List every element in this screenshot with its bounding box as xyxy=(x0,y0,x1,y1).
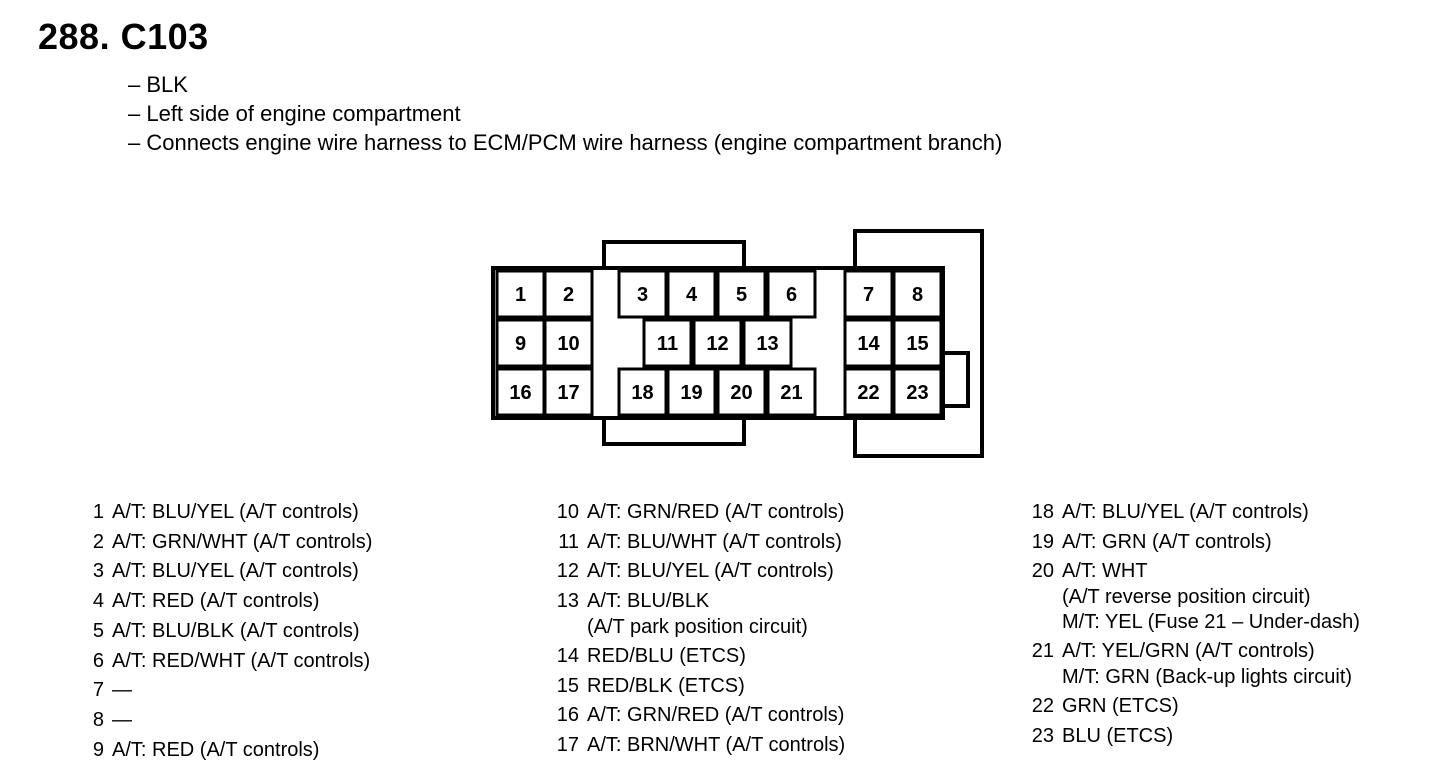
pin-label-1: 1 xyxy=(514,284,527,306)
pin-wire-description: A/T: YEL/GRN (A/T controls) xyxy=(1062,640,1315,663)
pin-entry-2 xyxy=(80,528,372,558)
pin-wire-description: A/T: BLU/WHT (A/T controls) xyxy=(587,530,842,553)
legend-column-2 xyxy=(555,498,845,761)
pin-entry-10 xyxy=(555,498,845,528)
pin-entry-14 xyxy=(555,642,845,672)
pin-wire-description-continued: (A/T reverse position circuit) xyxy=(1062,586,1311,609)
pin-wire-description: A/T: GRN/RED (A/T controls) xyxy=(587,704,845,727)
pin-label-16: 16 xyxy=(509,382,532,404)
pin-number: 21 xyxy=(1031,640,1054,663)
pin-wire-description: RED/BLU (ETCS) xyxy=(587,644,746,667)
pin-number: 13 xyxy=(556,590,579,613)
description-connection: – Connects engine wire harness to ECM/PCM wire harness (engine compartment branch) xyxy=(128,130,1003,155)
pin-number: 23 xyxy=(1031,724,1054,747)
pin-wire-description-continued: M/T: YEL (Fuse 21 – Under-dash) xyxy=(1062,611,1360,634)
pin-wire-description: A/T: BLU/YEL (A/T controls) xyxy=(112,501,359,523)
pin-entry-18 xyxy=(1030,498,1360,528)
pin-entry-13 xyxy=(555,587,845,617)
pin-wire-description: A/T: GRN/RED (A/T controls) xyxy=(587,501,845,523)
pin-wire-description: A/T: RED (A/T controls) xyxy=(112,590,320,613)
pin-label-6: 6 xyxy=(785,284,798,306)
pin-label-21: 21 xyxy=(780,382,803,404)
pin-wire-description: BLU (ETCS) xyxy=(1062,724,1174,747)
pin-wire-description: — xyxy=(112,679,132,702)
pin-label-4: 4 xyxy=(685,284,698,306)
page-title: 288. C103 xyxy=(38,16,209,57)
legend-column-1 xyxy=(80,498,372,765)
pin-entry-6 xyxy=(80,647,372,677)
pin-wire-description-continued: (A/T park position circuit) xyxy=(587,615,808,638)
pin-number: 4 xyxy=(92,590,104,613)
pin-label-20: 20 xyxy=(730,382,753,404)
pin-wire-description: — xyxy=(112,708,132,731)
pin-entry-3 xyxy=(80,557,372,587)
pin-wire-description: A/T: RED/WHT (A/T controls) xyxy=(112,649,371,672)
pin-entry-16 xyxy=(555,701,845,731)
pin-label-9: 9 xyxy=(514,333,527,355)
pin-label-11: 11 xyxy=(656,333,679,355)
pin-label-10: 10 xyxy=(557,333,580,355)
connector-latch xyxy=(943,353,968,406)
pin-number: 19 xyxy=(1031,530,1054,553)
pin-number: 20 xyxy=(1031,560,1054,583)
pin-entry-22 xyxy=(1030,692,1360,722)
pin-wire-description: A/T: BLU/YEL (A/T controls) xyxy=(112,560,359,583)
pin-entry-15 xyxy=(555,672,845,702)
pin-wire-description: A/T: RED (A/T controls) xyxy=(112,738,320,761)
connector-tab-top xyxy=(604,242,744,268)
pin-wire-description: RED/BLK (ETCS) xyxy=(587,674,745,697)
pin-wire-description-continued: M/T: GRN (Back-up lights circuit) xyxy=(1062,665,1353,688)
pin-entry-1 xyxy=(80,498,372,528)
pin-label-17: 17 xyxy=(557,382,580,404)
pin-number: 12 xyxy=(556,560,579,583)
pin-label-5: 5 xyxy=(735,284,748,306)
pin-entry-8 xyxy=(80,706,372,736)
pin-label-8: 8 xyxy=(911,284,924,306)
pin-label-3: 3 xyxy=(636,284,649,306)
pin-number: 9 xyxy=(92,738,104,761)
pin-number: 11 xyxy=(558,530,579,553)
pin-number: 2 xyxy=(92,530,104,553)
pin-entry-23 xyxy=(1030,722,1360,752)
pin-number: 8 xyxy=(92,708,104,731)
pin-label-14: 14 xyxy=(857,333,880,355)
pin-wire-description: A/T: WHT xyxy=(1062,560,1148,583)
pin-label-22: 22 xyxy=(857,382,880,404)
pin-wire-description: A/T: GRN/WHT (A/T controls) xyxy=(112,530,373,553)
pin-label-2: 2 xyxy=(562,284,575,306)
pin-wire-description: A/T: GRN (A/T controls) xyxy=(1062,530,1272,553)
pin-number: 14 xyxy=(556,644,579,667)
pin-number: 5 xyxy=(92,619,104,642)
pin-label-15: 15 xyxy=(906,333,929,355)
pin-wire-description: A/T: BRN/WHT (A/T controls) xyxy=(587,733,846,756)
pin-entry-12 xyxy=(555,557,845,587)
pin-entry-20 xyxy=(1030,557,1360,587)
pin-label-12: 12 xyxy=(706,333,729,355)
legend-column-3 xyxy=(1030,498,1360,751)
pin-entry-17 xyxy=(555,731,845,761)
pin-number: 22 xyxy=(1031,694,1054,717)
pin-label-23: 23 xyxy=(906,382,929,404)
pin-wire-description: GRN (ETCS) xyxy=(1062,694,1179,717)
pin-wire-description: A/T: BLU/YEL (A/T controls) xyxy=(587,560,834,583)
pin-number: 1 xyxy=(92,501,104,523)
pin-wire-description: A/T: BLU/BLK xyxy=(587,590,710,613)
pin-entry-4 xyxy=(80,587,372,617)
pin-label-18: 18 xyxy=(631,382,654,404)
pin-label-13: 13 xyxy=(756,333,779,355)
pin-number: 6 xyxy=(92,649,104,672)
pin-number: 7 xyxy=(92,679,104,702)
pin-wire-description: A/T: BLU/BLK (A/T controls) xyxy=(112,619,360,642)
pin-entry-9 xyxy=(80,736,372,766)
pin-entry-7 xyxy=(80,676,372,706)
pin-number: 16 xyxy=(556,704,579,727)
pin-entry-5 xyxy=(80,617,372,647)
connector-tab-bottom xyxy=(604,418,744,444)
description-color: – BLK xyxy=(128,72,188,97)
pin-entry-11 xyxy=(555,528,845,558)
pin-number: 10 xyxy=(556,501,579,523)
pin-label-19: 19 xyxy=(680,382,703,404)
pin-entry-21 xyxy=(1030,637,1360,667)
pin-label-7: 7 xyxy=(862,284,875,306)
pin-number: 3 xyxy=(92,560,104,583)
pin-entry-19 xyxy=(1030,528,1360,558)
pin-number: 15 xyxy=(556,674,579,697)
description-location: – Left side of engine compartment xyxy=(128,101,461,126)
pin-number: 17 xyxy=(556,733,579,756)
pin-number: 18 xyxy=(1031,501,1054,523)
pin-wire-description: A/T: BLU/YEL (A/T controls) xyxy=(1062,501,1309,523)
